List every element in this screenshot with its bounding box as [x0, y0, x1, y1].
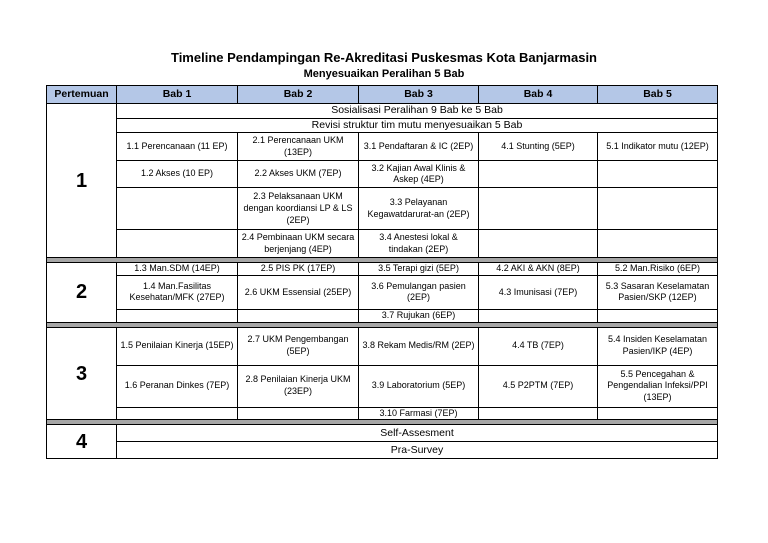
table-cell: 3.4 Anestesi lokal & tindakan (2EP)	[359, 230, 479, 258]
table-cell	[479, 188, 598, 230]
table-row	[47, 104, 718, 119]
table-cell	[117, 230, 238, 258]
table-cell: 4.4 TB (7EP)	[479, 327, 598, 365]
document-title: Timeline Pendampingan Re-Akreditasi Puskesmas Kota Banjarmasin	[170, 50, 598, 65]
table-cell: 2.3 Pelaksanaan UKM dengan koordiansi LP & LS (2EP)	[238, 188, 359, 230]
table-cell: 1.1 Perencanaan (11 EP)	[117, 133, 238, 161]
table-cell	[479, 407, 598, 420]
table-row	[47, 133, 718, 161]
table-cell: 3.7 Rujukan (6EP)	[359, 309, 479, 322]
header-bab-4: Bab 4	[479, 86, 598, 104]
table-cell: 3.5 Terapi gizi (5EP)	[359, 263, 479, 276]
table-cell: 5.2 Man.Risiko (6EP)	[598, 263, 718, 276]
table-row	[47, 263, 718, 276]
table-cell	[479, 309, 598, 322]
meeting-number: 4	[47, 425, 117, 459]
table-row	[47, 365, 718, 407]
table-cell	[479, 161, 598, 188]
table-row	[47, 327, 718, 365]
table-row	[47, 425, 718, 442]
document-subtitle: Menyesuaikan Peralihan 5 Bab	[303, 68, 465, 80]
merged-cell: Pra-Survey	[117, 442, 718, 459]
table-row	[47, 275, 718, 309]
table-cell: 3.10 Farmasi (7EP)	[359, 407, 479, 420]
table-cell: 2.2 Akses UKM (7EP)	[238, 161, 359, 188]
table-cell: 3.2 Kajian Awal Klinis & Askep (4EP)	[359, 161, 479, 188]
table-cell: 1.3 Man.SDM (14EP)	[117, 263, 238, 276]
table-cell: 1.6 Peranan Dinkes (7EP)	[117, 365, 238, 407]
table-cell: 5.3 Sasaran Keselamatan Pasien/SKP (12EP)	[598, 275, 718, 309]
table-cell: 1.2 Akses (10 EP)	[117, 161, 238, 188]
table-cell: 5.1 Indikator mutu (12EP)	[598, 133, 718, 161]
table-row	[47, 407, 718, 420]
meeting-number: 2	[47, 263, 117, 322]
table-cell: 1.5 Penilaian Kinerja (15EP)	[117, 327, 238, 365]
table-cell	[598, 161, 718, 188]
table-row	[47, 230, 718, 258]
header-row	[47, 86, 718, 104]
table-cell	[598, 188, 718, 230]
table-cell	[117, 309, 238, 322]
table-cell: 3.6 Pemulangan pasien (2EP)	[359, 275, 479, 309]
table-cell: 4.5 P2PTM (7EP)	[479, 365, 598, 407]
table-cell: 2.7 UKM Pengembangan (5EP)	[238, 327, 359, 365]
table-cell	[479, 230, 598, 258]
table-row	[47, 442, 718, 459]
table-row	[47, 161, 718, 188]
merged-cell: Self-Assesment	[117, 425, 718, 442]
table-cell	[238, 309, 359, 322]
table-cell: 3.3 Pelayanan Kegawatdarurat-an (2EP)	[359, 188, 479, 230]
table-row	[47, 118, 718, 133]
merged-cell: Sosialisasi Peralihan 9 Bab ke 5 Bab	[117, 104, 718, 119]
header-bab-1: Bab 1	[117, 86, 238, 104]
table-cell: 3.1 Pendaftaran & IC (2EP)	[359, 133, 479, 161]
table-cell	[598, 230, 718, 258]
header-pertemuan: Pertemuan	[47, 86, 117, 104]
header-bab-3: Bab 3	[359, 86, 479, 104]
table-cell: 1.4 Man.Fasilitas Kesehatan/MFK (27EP)	[117, 275, 238, 309]
meeting-number: 3	[47, 327, 117, 420]
table-cell: 5.4 Insiden Keselamatan Pasien/IKP (4EP)	[598, 327, 718, 365]
table-cell: 2.4 Pembinaan UKM secara berjenjang (4EP)	[238, 230, 359, 258]
table-cell: 2.6 UKM Essensial (25EP)	[238, 275, 359, 309]
header-bab-5: Bab 5	[598, 86, 718, 104]
table-cell: 3.9 Laboratorium (5EP)	[359, 365, 479, 407]
table-cell: 4.1 Stunting (5EP)	[479, 133, 598, 161]
table-cell	[598, 309, 718, 322]
table-cell: 4.2 AKI & AKN (8EP)	[479, 263, 598, 276]
header-bab-2: Bab 2	[238, 86, 359, 104]
table-cell: 5.5 Pencegahan & Pengendalian Infeksi/PPI (13EP)	[598, 365, 718, 407]
table-row	[47, 188, 718, 230]
table-cell	[598, 407, 718, 420]
table-cell	[238, 407, 359, 420]
table-cell: 2.1 Perencanaan UKM (13EP)	[238, 133, 359, 161]
table-cell: 2.5 PIS PK (17EP)	[238, 263, 359, 276]
table-cell: 2.8 Penilaian Kinerja UKM (23EP)	[238, 365, 359, 407]
table-row	[47, 309, 718, 322]
table-cell	[117, 407, 238, 420]
table-cell: 3.8 Rekam Medis/RM (2EP)	[359, 327, 479, 365]
table-cell: 4.3 Imunisasi (7EP)	[479, 275, 598, 309]
timeline-table	[46, 85, 718, 459]
meeting-number: 1	[47, 104, 117, 258]
merged-cell: Revisi struktur tim mutu menyesuaikan 5 Bab	[117, 118, 718, 133]
table-cell	[117, 188, 238, 230]
